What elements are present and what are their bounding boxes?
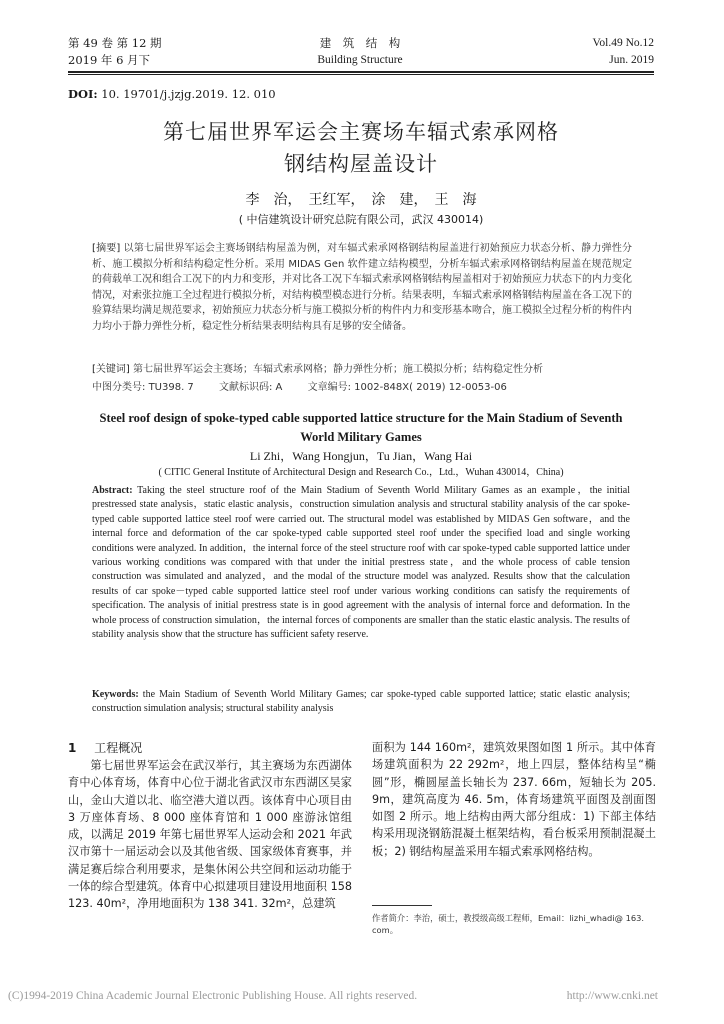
section-1-column-left: 第七届世界军运会在武汉举行，其主赛场为东西湖体育中心体育场，体育中心位于湖北省武汉市东西湖区吴家山，金山大道以北、临空港大道以西。该体育中心项目由 3 万座体育场、8 000 座体育馆和 1 000 座游泳馆组成，以满足 2019 年第七届世界军人运动会和 2021 年武汉市第十一届运动会以及其他省级、国家级体育赛事，并满足赛后综合利用要求，是集休闲公共空间和运动功能于一体的综合型建筑。体育中心拟建项目建设用地面积 158 123. 40m²，净用地面积为 138 341. 32m²，总建筑 [68, 759, 352, 911]
section-1-column-right: 面积为 144 160m²，建筑效果图如图 1 所示。其中体育场建筑面积为 22 292m²，地上四层，整体结构呈“椭圆”形，椭圆屋盖长轴长为 237. 66m，短轴长为 205. 9m，建筑高度为 46. 5m，体育场建筑平面图及剖面图如图 2 所示。地上结构由两大部分组成：1) 下部主体结构采用现浇钢筋混凝土框架结构，看台板采用预制混凝土板；2) 钢结构屋盖采用车辐式索承网格结构。 [372, 741, 656, 858]
authors-cn: 李 治， 王红军， 涂 建， 王 海 [245, 192, 477, 208]
doi-label: DOI: [68, 87, 98, 101]
issue-month-en: Jun. 2019 [609, 54, 654, 66]
title-cn-line2: 钢结构屋盖设计 [284, 152, 438, 176]
issue-date: 2019 年 6 月下 [68, 53, 151, 67]
author-footnote: 作者简介：李治，硕士，教授级高级工程师，Email：lizhi_whadi@ 163. com。 [372, 913, 645, 935]
section-1-title: 工程概况 [94, 741, 143, 755]
affiliation-en: ( CITIC General Institute of Architectural Design and Research Co.，Ltd.，Wuhan 430014，China) [158, 467, 564, 478]
keywords-en [92, 688, 630, 717]
keywords-cn-label: [关键词] [92, 364, 130, 375]
abstract-en [92, 484, 630, 642]
cnki-url-watermark: http://www.cnki.net [566, 990, 658, 1002]
doc-code-label: 文献标识码: [218, 382, 273, 393]
clc-label: 中图分类号: [92, 382, 146, 393]
doi-value: 10. 19701/j.jzjg.2019. 12. 010 [101, 87, 276, 101]
journal-name-en: Building Structure [317, 54, 403, 66]
keywords-en-text: the Main Stadium of Seventh World Military Games; car spoke-typed cable supported lattice; static elastic analysis; construction simulation analysis; structural stability analysis [92, 689, 631, 715]
abstract-cn [92, 241, 632, 335]
keywords-cn [92, 362, 632, 378]
authors-en: Li Zhi，Wang Hongjun，Tu Jian，Wang Hai [249, 449, 473, 463]
doi-line [68, 87, 276, 101]
keywords-en-label: Keywords: [92, 689, 139, 700]
keywords-cn-text: 第七届世界军运会主赛场；车辐式索承网格；静力弹性分析；施工模拟分析；结构稳定性分析 [133, 364, 543, 375]
doc-code-value: A [275, 382, 283, 393]
header-rule-top [68, 71, 654, 73]
abstract-cn-text: 以第七届世界军运会主赛场钢结构屋盖为例，对车辐式索承网格钢结构屋盖进行初始预应力状态分析、静力弹性分析、施工模拟分析和结构稳定性分析。采用 MIDAS Gen 软件建立结构模型，分析车辐式索承网格钢结构屋盖在规范规定的荷载单工况和组合工况下的内力和变形，并对比各工况下车辐式索承网格钢结构屋盖相对于初始预应力状态下的内力变化情况，对索张拉施工全过程进行模拟分析，对结构模型模态进行分析。结果表明，车辐式索承网格钢结构屋盖在各工况下的验算结果均满足规范要求，初始预应力状态分析与施工模拟分析的构件内力和变形基本吻合，施工模拟全过程分析的构件内力均小于静力弹性分析，稳定性分析结果表明结构具有足够的安全储备。 [92, 243, 632, 332]
title-en-line1: Steel roof design of spoke-typed cable supported lattice structure for the Main Stadium of Seventh [99, 411, 623, 425]
title-cn-line1: 第七届世界军运会主赛场车辐式索承网格 [163, 120, 559, 144]
section-1-heading [68, 739, 142, 756]
header-rule-bottom [68, 74, 654, 75]
abstract-cn-label: [摘要] [92, 243, 121, 254]
issue-volume: 第 49 卷 第 12 期 [68, 36, 162, 50]
footnote-rule [372, 905, 432, 906]
volume-number-en: Vol.49 No.12 [592, 37, 654, 49]
section-1-number: 1 [68, 741, 77, 755]
copyright-watermark: (C)1994-2019 China Academic Journal Electronic Publishing House. All rights reserved. [8, 990, 418, 1002]
article-no-label: 文章编号: [307, 382, 351, 393]
article-no-value: 1002-848X( 2019) 12-0053-06 [354, 382, 507, 393]
abstract-en-label: Abstract: [92, 485, 133, 496]
affiliation-cn: ( 中信建筑设计研究总院有限公司，武汉 430014) [238, 213, 484, 226]
journal-name-cn: 建 筑 结 构 [319, 36, 401, 50]
classification-line [92, 380, 652, 396]
title-en-line2: World Military Games [300, 430, 422, 444]
clc-value: TU398. 7 [148, 382, 194, 393]
abstract-en-text: Taking the steel structure roof of the Main Stadium of Seventh World Military Games as an example，the initial prestressed state analysis，static elastic analysis，construction simulation analysis and structural stability analysis of the car spoke-typed cable supported lattice steel roof were carried out. The structural model was established by MIDAS Gen software，and the internal force and deformation of the car spoke-typed cable supported steel roof under the specified load and single working conditions were analyzed. In addition，the internal force of the steel structure roof with car spoke-typed cable supported lattice under various working conditions was compared with that under the initial prestress state，and the whole process of cable tension construction was simulated and analyzed，and the modal of the structure model was analyzed. Results show that the calculation results of car spoke－typed cable supported lattice steel roof under various working conditions can satisfy the requirements of specification. The analysis of initial prestress state is in good agreement with the analysis of internal force and deformation. In the whole process of construction simulation，the internal forces of components are smaller than the static elastic analysis. The results of stability analysis show that the structure has sufficient safety reserve. [92, 485, 630, 641]
